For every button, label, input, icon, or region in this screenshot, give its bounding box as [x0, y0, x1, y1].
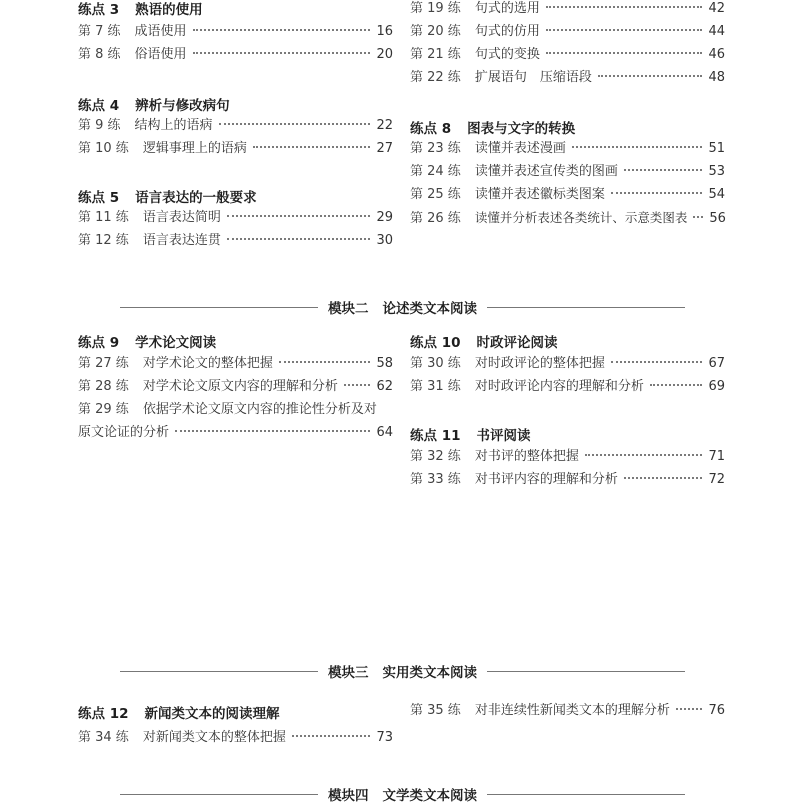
dot-leader — [598, 75, 703, 77]
toc-entry-30[interactable]: 第 30 练 对时政评论的整体把握 67 — [410, 356, 725, 371]
section-heading-p9: 练点 9 学术论文阅读 — [78, 335, 217, 351]
dot-leader — [572, 146, 703, 148]
toc-entry-28[interactable]: 第 28 练 对学术论文原文内容的理解和分析 62 — [78, 379, 393, 394]
section-heading-p8: 练点 8 图表与文字的转换 — [410, 121, 576, 137]
toc-entry-31[interactable]: 第 31 练 对时政评论内容的理解和分析 69 — [410, 379, 725, 394]
dot-leader — [193, 29, 371, 31]
toc-entry-20[interactable]: 第 20 练 句式的仿用 44 — [410, 24, 725, 39]
section-heading-p11: 练点 11 书评阅读 — [410, 428, 531, 444]
dot-leader — [650, 384, 703, 386]
section-heading-p3: 练点 3 熟语的使用 — [78, 2, 203, 18]
divider-line — [487, 794, 685, 795]
divider-line — [487, 671, 685, 672]
section-heading-p4: 练点 4 辨析与修改病句 — [78, 98, 230, 114]
toc-entry-25[interactable]: 第 25 练 读懂并表述徽标类图案 54 — [410, 187, 725, 202]
dot-leader — [585, 454, 703, 456]
toc-entry-26[interactable]: 第 26 练 读懂并分析表述各类统计、示意类图表 56 — [410, 210, 726, 226]
section-heading-p10: 练点 10 时政评论阅读 — [410, 335, 558, 351]
toc-entry-19[interactable]: 第 19 练 句式的选用 42 — [410, 1, 725, 16]
dot-leader — [219, 123, 371, 125]
toc-entry-22[interactable]: 第 22 练 扩展语句 压缩语段 48 — [410, 70, 725, 85]
toc-entry-33[interactable]: 第 33 练 对书评内容的理解和分析 72 — [410, 472, 725, 487]
toc-entry-32[interactable]: 第 32 练 对书评的整体把握 71 — [410, 449, 725, 464]
toc-entry-11[interactable]: 第 11 练 语言表达简明 29 — [78, 210, 393, 225]
dot-leader — [227, 238, 371, 240]
dot-leader — [344, 384, 371, 386]
toc-entry-9[interactable]: 第 9 练 结构上的语病 22 — [78, 118, 393, 133]
toc-entry-10[interactable]: 第 10 练 逻辑事理上的语病 27 — [78, 141, 393, 156]
toc-entry-8[interactable]: 第 8 练 俗语使用 20 — [78, 47, 393, 62]
divider-line — [120, 671, 318, 672]
toc-entry-23[interactable]: 第 23 练 读懂并表述漫画 51 — [410, 141, 725, 156]
dot-leader — [676, 708, 703, 710]
toc-entry-12[interactable]: 第 12 练 语言表达连贯 30 — [78, 233, 393, 248]
dot-leader — [193, 52, 371, 54]
toc-entry-35[interactable]: 第 35 练 对非连续性新闻类文本的理解分析 76 — [410, 703, 725, 718]
toc-entry-34[interactable]: 第 34 练 对新闻类文本的整体把握 73 — [78, 730, 393, 745]
toc-entry-29[interactable]: 第 29 练 依据学术论文原文内容的推论性分析及对 — [78, 402, 377, 417]
module-divider-3 — [120, 661, 685, 681]
dot-leader — [624, 169, 703, 171]
dot-leader — [611, 361, 703, 363]
dot-leader — [693, 216, 703, 218]
dot-leader — [546, 6, 703, 8]
toc-entry-21[interactable]: 第 21 练 句式的变换 46 — [410, 47, 725, 62]
toc-entry-27[interactable]: 第 27 练 对学术论文的整体把握 58 — [78, 356, 393, 371]
toc-entry-29-cont[interactable]: 原文论证的分析 64 — [78, 425, 393, 440]
module-title: 模块二 论述类文本阅读 — [328, 301, 477, 317]
module-title: 模块三 实用类文本阅读 — [328, 665, 477, 681]
toc-entry-7[interactable]: 第 7 练 成语使用 16 — [78, 24, 393, 39]
dot-leader — [611, 192, 703, 194]
module-divider-4 — [120, 784, 685, 804]
module-divider-2 — [120, 297, 685, 317]
toc-entry-24[interactable]: 第 24 练 读懂并表述宣传类的图画 53 — [410, 164, 725, 179]
divider-line — [120, 794, 318, 795]
dot-leader — [175, 430, 370, 432]
divider-line — [487, 307, 685, 308]
module-title: 模块四 文学类文本阅读 — [328, 788, 477, 804]
section-heading-p12: 练点 12 新闻类文本的阅读理解 — [78, 706, 280, 722]
dot-leader — [292, 735, 371, 737]
dot-leader — [227, 215, 371, 217]
dot-leader — [546, 29, 703, 31]
divider-line — [120, 307, 318, 308]
section-heading-p5: 练点 5 语言表达的一般要求 — [78, 190, 257, 206]
dot-leader — [253, 146, 371, 148]
dot-leader — [279, 361, 371, 363]
dot-leader — [624, 477, 703, 479]
dot-leader — [546, 52, 703, 54]
